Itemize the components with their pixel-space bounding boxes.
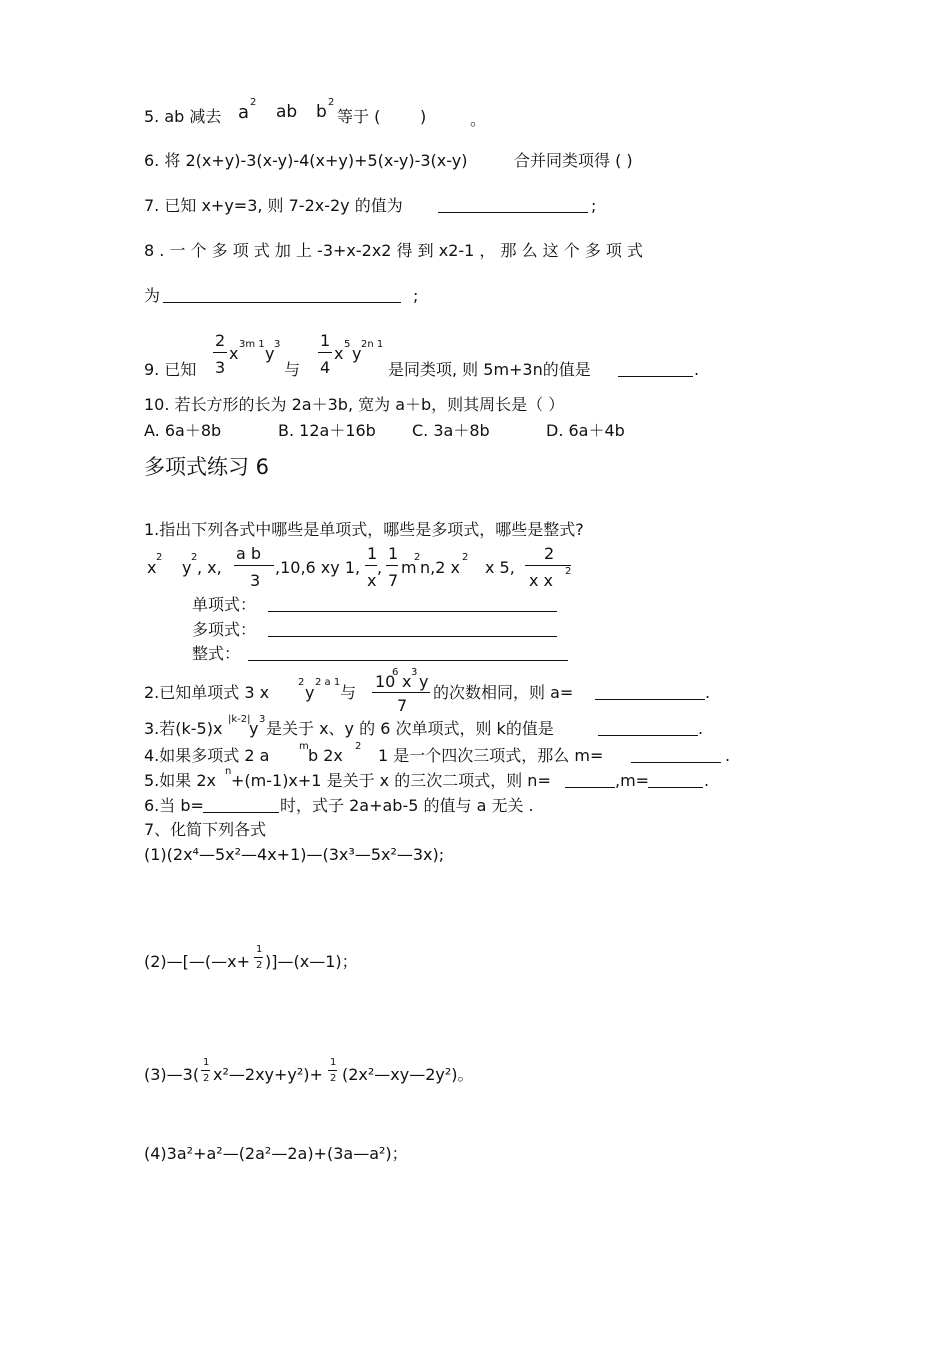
q7-text: 7. 已知 x+y=3, 则 7-2x-2y 的值为 (144, 196, 403, 215)
q5-b: b (316, 102, 327, 122)
q10-option-d: D. 6a＋4b (546, 421, 625, 440)
q8-line2-prefix: 为 (144, 286, 161, 305)
q7-semi: ; (591, 196, 597, 215)
p5-exp: n (225, 766, 232, 777)
p2-dot: . (705, 683, 711, 702)
p1-frac1-den: 3 (250, 571, 261, 590)
q9-frac1-num: 2 (215, 331, 226, 350)
q9-frac2-den: 4 (320, 358, 331, 377)
q9-with: 与 (284, 360, 301, 379)
q9-blank[interactable] (618, 362, 693, 377)
p4-post: 1 是一个四次三项式，那么 m= (378, 746, 604, 765)
p1-frac3-bar (386, 565, 398, 566)
p1-n2x: n,2 x (420, 558, 460, 577)
p1-text: 1.指出下列各式中哪些是单项式，哪些是多项式，哪些是整式? (144, 520, 584, 539)
p1-y-exp: 2 (191, 552, 198, 563)
p1-frac4-num: 2 (544, 544, 555, 563)
q9-prefix: 9. 已知 (144, 360, 197, 379)
q10-text: 10. 若长方形的长为 2a＋3b, 宽为 a＋b，则其周长是（ ） (144, 395, 565, 414)
simplify-3-mid: x²—2xy+y²)+ (213, 1065, 323, 1084)
q9-x1-exp: 3m 1 (239, 339, 265, 350)
simplify-3-frac2-bar (328, 1070, 337, 1071)
q9-post: 是同类项, 则 5m+3n的值是 (388, 360, 591, 379)
q5-b-exp: 2 (328, 97, 335, 108)
p3-blank[interactable] (598, 721, 698, 736)
q9-dot: . (694, 360, 700, 379)
q10-option-a: A. 6a＋8b (144, 421, 222, 440)
p4-prefix: 4.如果多项式 2 a (144, 746, 270, 765)
p1-frac2-num: 1 (367, 544, 378, 563)
simplify-2-frac-den: 2 (256, 960, 263, 971)
simplify-3-frac2-den: 2 (330, 1073, 337, 1084)
simplify-3-frac1-bar (201, 1070, 210, 1071)
q9-frac1-den: 3 (215, 358, 226, 377)
p1-frac3-den: 7 (388, 571, 399, 590)
q9-frac2-bar (318, 352, 332, 353)
q5-post: 等于 ( (337, 107, 381, 126)
q9-x1: x (229, 344, 239, 363)
q9-y2: y (352, 344, 362, 363)
q9-y2-exp: 2n 1 (361, 339, 384, 350)
p3-post: 是关于 x、y 的 6 次单项式，则 k的值是 (266, 719, 554, 738)
q5-prefix: 5. ab 减去 (144, 107, 222, 126)
simplify-3-frac1-num: 1 (203, 1057, 210, 1068)
q9-y1-exp: 3 (274, 339, 281, 350)
p1-frac1-num: a b (236, 544, 262, 563)
q5-a-exp: 2 (250, 97, 257, 108)
p2-num-x-exp: 3 (411, 667, 418, 678)
p4-x-exp: 2 (355, 741, 362, 752)
simplify-3-frac2-num: 1 (330, 1057, 337, 1068)
p4-blank[interactable] (631, 748, 721, 763)
simplify-3-frac1-den: 2 (203, 1073, 210, 1084)
label-whole: 整式： (192, 644, 241, 663)
p1-x-term: , x, (197, 558, 222, 577)
q10-option-c: C. 3a＋8b (412, 421, 490, 440)
q8-blank[interactable] (163, 288, 401, 303)
q5-close: ) (420, 107, 427, 126)
p4-exp: m (299, 741, 309, 752)
section-title: 多项式练习 6 (144, 455, 270, 479)
simplify-2-post: )]—(x—1)； (265, 952, 358, 971)
simplify-1: (1)(2x⁴—5x²—4x+1)—(3x³—5x²—3x); (144, 845, 445, 864)
simplify-2-frac-num: 1 (256, 944, 263, 955)
p1-frac4-den-exp: 2 (565, 566, 572, 577)
p1-m: m (401, 558, 417, 577)
p1-frac2-den: x (367, 571, 377, 590)
p7-text: 7、化简下列各式 (144, 820, 267, 839)
p1-y: y (182, 558, 192, 577)
p5-mid: ,m= (615, 771, 650, 790)
p2-with: 与 (340, 683, 357, 702)
q5-ab: ab (276, 102, 298, 122)
p2-prefix: 2.已知单项式 3 x (144, 683, 270, 702)
p2-post: 的次数相同，则 a= (433, 683, 574, 702)
p1-2x-exp: 2 (462, 552, 469, 563)
p3-exp: |k-2| (228, 714, 251, 725)
p2-num-y: y (419, 672, 429, 691)
p6-blank[interactable] (203, 798, 279, 813)
p5-post: +(m-1)x+1 是关于 x 的三次二项式，则 n= (231, 771, 551, 790)
q8-semi: ; (413, 286, 419, 305)
simplify-2-prefix: (2)—[—(—x+ (144, 952, 251, 971)
label-polynomial: 多项式： (192, 620, 257, 639)
simplify-3-post: (2x²—xy—2y²)。 (342, 1065, 474, 1084)
p1-frac4-den: x x (529, 571, 554, 590)
q9-y1: y (265, 344, 275, 363)
p3-dot: . (698, 719, 704, 738)
p2-y: y (305, 683, 315, 702)
p3-y: y (249, 719, 259, 738)
q9-frac2-num: 1 (320, 331, 331, 350)
q7-blank[interactable] (438, 198, 588, 213)
p4-dot: . (725, 746, 731, 765)
p1-x-exp: 2 (156, 552, 163, 563)
p1-frac2-bar (365, 565, 377, 566)
p5-dot: . (704, 771, 710, 790)
p1-x: x (147, 558, 157, 577)
q5-end: 。 (470, 110, 487, 129)
p2-num-exp: 6 (392, 667, 399, 678)
p3-y-exp: 3 (259, 714, 266, 725)
p1-x5: x 5, (485, 558, 515, 577)
p6-prefix: 6.当 b= (144, 796, 204, 815)
whole-blank[interactable] (248, 646, 568, 661)
polynomial-blank[interactable] (268, 622, 557, 637)
p2-num-x: x (402, 672, 412, 691)
p1-frac1-bar (234, 565, 274, 566)
q9-frac1-bar (213, 352, 227, 353)
p2-y-exp: 2 a 1 (315, 677, 341, 688)
q9-x2: x (334, 344, 344, 363)
simplify-2-frac-bar (254, 957, 263, 958)
simplify-4: (4)3a²+a²—(2a²—2a)+(3a—a²)； (144, 1144, 408, 1163)
p2-x-exp: 2 (298, 677, 305, 688)
p2-num: 10 (375, 672, 396, 691)
q10-option-b: B. 12a＋16b (278, 421, 376, 440)
p2-blank[interactable] (595, 685, 705, 700)
p1-comma: , (377, 558, 383, 577)
q5-a: a (238, 102, 250, 123)
p1-m-exp: 2 (414, 552, 421, 563)
p6-post: 时，式子 2a+ab-5 的值与 a 无关 . (280, 796, 534, 815)
p2-den: 7 (397, 696, 408, 715)
p1-frac3-num: 1 (388, 544, 399, 563)
label-monomial: 单项式： (192, 595, 257, 614)
simplify-3-prefix: (3)—3( (144, 1065, 200, 1084)
p3-prefix: 3.若(k-5)x (144, 719, 223, 738)
q6-text: 6. 将 2(x+y)-3(x-y)-4(x+y)+5(x-y)-3(x-y) (144, 151, 468, 170)
p4-mid: b 2x (308, 746, 343, 765)
q8-line1: 8 . 一 个 多 项 式 加 上 -3+x-2x2 得 到 x2-1 ， 那 么 这 个 多 项 式 (144, 241, 644, 260)
p5-n-blank[interactable] (565, 773, 615, 788)
p1-mid: ,10,6 xy 1, (275, 558, 361, 577)
p5-prefix: 5.如果 2x (144, 771, 217, 790)
monomial-blank[interactable] (268, 597, 557, 612)
p2-frac-bar (372, 692, 430, 693)
q6-post: 合并同类项得 ( ) (514, 151, 633, 170)
p5-m-blank[interactable] (648, 773, 703, 788)
q9-x2-exp: 5 (344, 339, 351, 350)
